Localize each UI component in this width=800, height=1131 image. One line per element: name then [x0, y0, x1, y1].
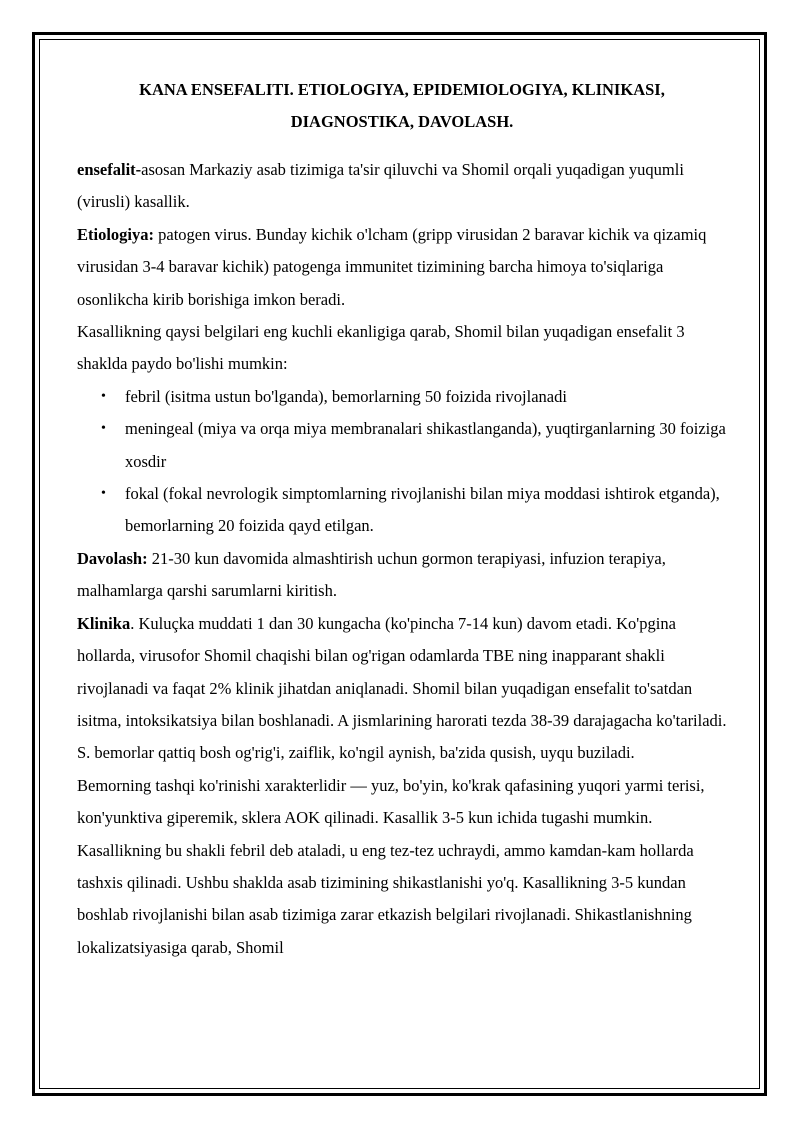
- definition-term: ensefalit-: [77, 160, 142, 179]
- etiology-label: Etiologiya:: [77, 224, 154, 244]
- treatment-text: 21-30 kun davomida almashtirish uchun gormon terapiyasi, infuzion terapiya, malhamlarga qarshi sarumlarni kiritish.: [77, 548, 666, 601]
- clinic-text: . Kuluçka muddati 1 dan 30 kungacha (ko'pincha 7-14 kun) davom etadi. Ko'pgina hollarda, virusofor Shomil chaqishi bilan og'rigan odamlarda TBE ning inapparant shakli rivojlanadi va faqat 2% klinik jihatdan aniqlanadi. Shomil bilan yuqadigan ensefalit to'satdan isitma, intoksikatsiya bilan boshlanadi. A jismlarining harorati tezda 38-39 darajagacha ko'tariladi. S. bemorlar qattiq bosh og'rig'i, zaiflik, ko'ngil aynish, ba'zida qusish, uyqu buziladi.: [77, 613, 727, 763]
- treatment-label: Davolash:: [77, 548, 148, 568]
- etiology-paragraph: [77, 219, 727, 316]
- clinic-paragraph: [77, 608, 727, 770]
- list-item: [101, 413, 727, 478]
- clinic-label: Klinika: [77, 613, 131, 633]
- bullet-icon: •: [101, 388, 106, 404]
- forms-list: [77, 381, 727, 543]
- title-line-1: KANA ENSEFALITI. ETIOLOGIYA, EPIDEMIOLOGIYA, KLINIKASI,: [139, 80, 665, 99]
- treatment-paragraph: [77, 543, 727, 608]
- etiology-text: patogen virus. Bunday kichik o'lcham (gripp virusidan 2 baravar kichik va qizamiq virusidan 3-4 baravar kichik) patogenga immunitet tizimining barcha himoya to'siqlariga osonlikcha kirib borishiga imkon beradi.: [77, 224, 707, 309]
- bullet-icon: •: [101, 421, 106, 437]
- bullet-icon: •: [101, 486, 106, 502]
- definition-text: asosan Markaziy asab tizimiga ta'sir qiluvchi va Shomil orqali yuqadigan yuqumli (virusli) kasallik.: [77, 160, 684, 212]
- list-item-text: meningeal (miya va orqa miya membranalari shikastlanganda), yuqtirganlarning 30 foiziga xosdir: [125, 419, 726, 471]
- list-item-text: fokal (fokal nevrologik simptomlarning rivojlanishi bilan miya moddasi ishtirok etganda), bemorlarning 20 foizida qayd etilgan.: [125, 484, 720, 536]
- title-line-2: DIAGNOSTIKA, DAVOLASH.: [290, 112, 514, 131]
- list-item: [101, 478, 727, 543]
- forms-intro-paragraph: Kasallikning qaysi belgilari eng kuchli ekanligiga qarab, Shomil bilan yuqadigan ensefalit 3 shaklda paydo bo'lishi mumkin:: [77, 322, 685, 374]
- list-item: [101, 381, 727, 413]
- definition-paragraph: [77, 154, 727, 219]
- document-title: [77, 74, 727, 138]
- document-body: [77, 74, 727, 964]
- appearance-paragraph: Bemorning tashqi ko'rinishi xarakterlidir — yuz, bo'yin, ko'krak qafasining yuqori yarmi terisi, kon'yunktiva giperemik, sklera AOK qilinadi. Kasallik 3-5 kun ichida tugashi mumkin. Kasallikning bu shakli febril deb ataladi, u eng tez-tez uchraydi, ammo kamdan-kam hollarda tashxis qilinadi. Ushbu shaklda asab tizimining shikastlanishi yo'q. Kasallikning 3-5 kundan boshlab rivojlanishi bilan asab tizimiga zarar etkazish belgilari rivojlanadi. Shikastlanishning lokalizatsiyasiga qarab, Shomil: [77, 775, 705, 957]
- list-item-text: febril (isitma ustun bo'lganda), bemorlarning 50 foizida rivojlanadi: [125, 386, 567, 406]
